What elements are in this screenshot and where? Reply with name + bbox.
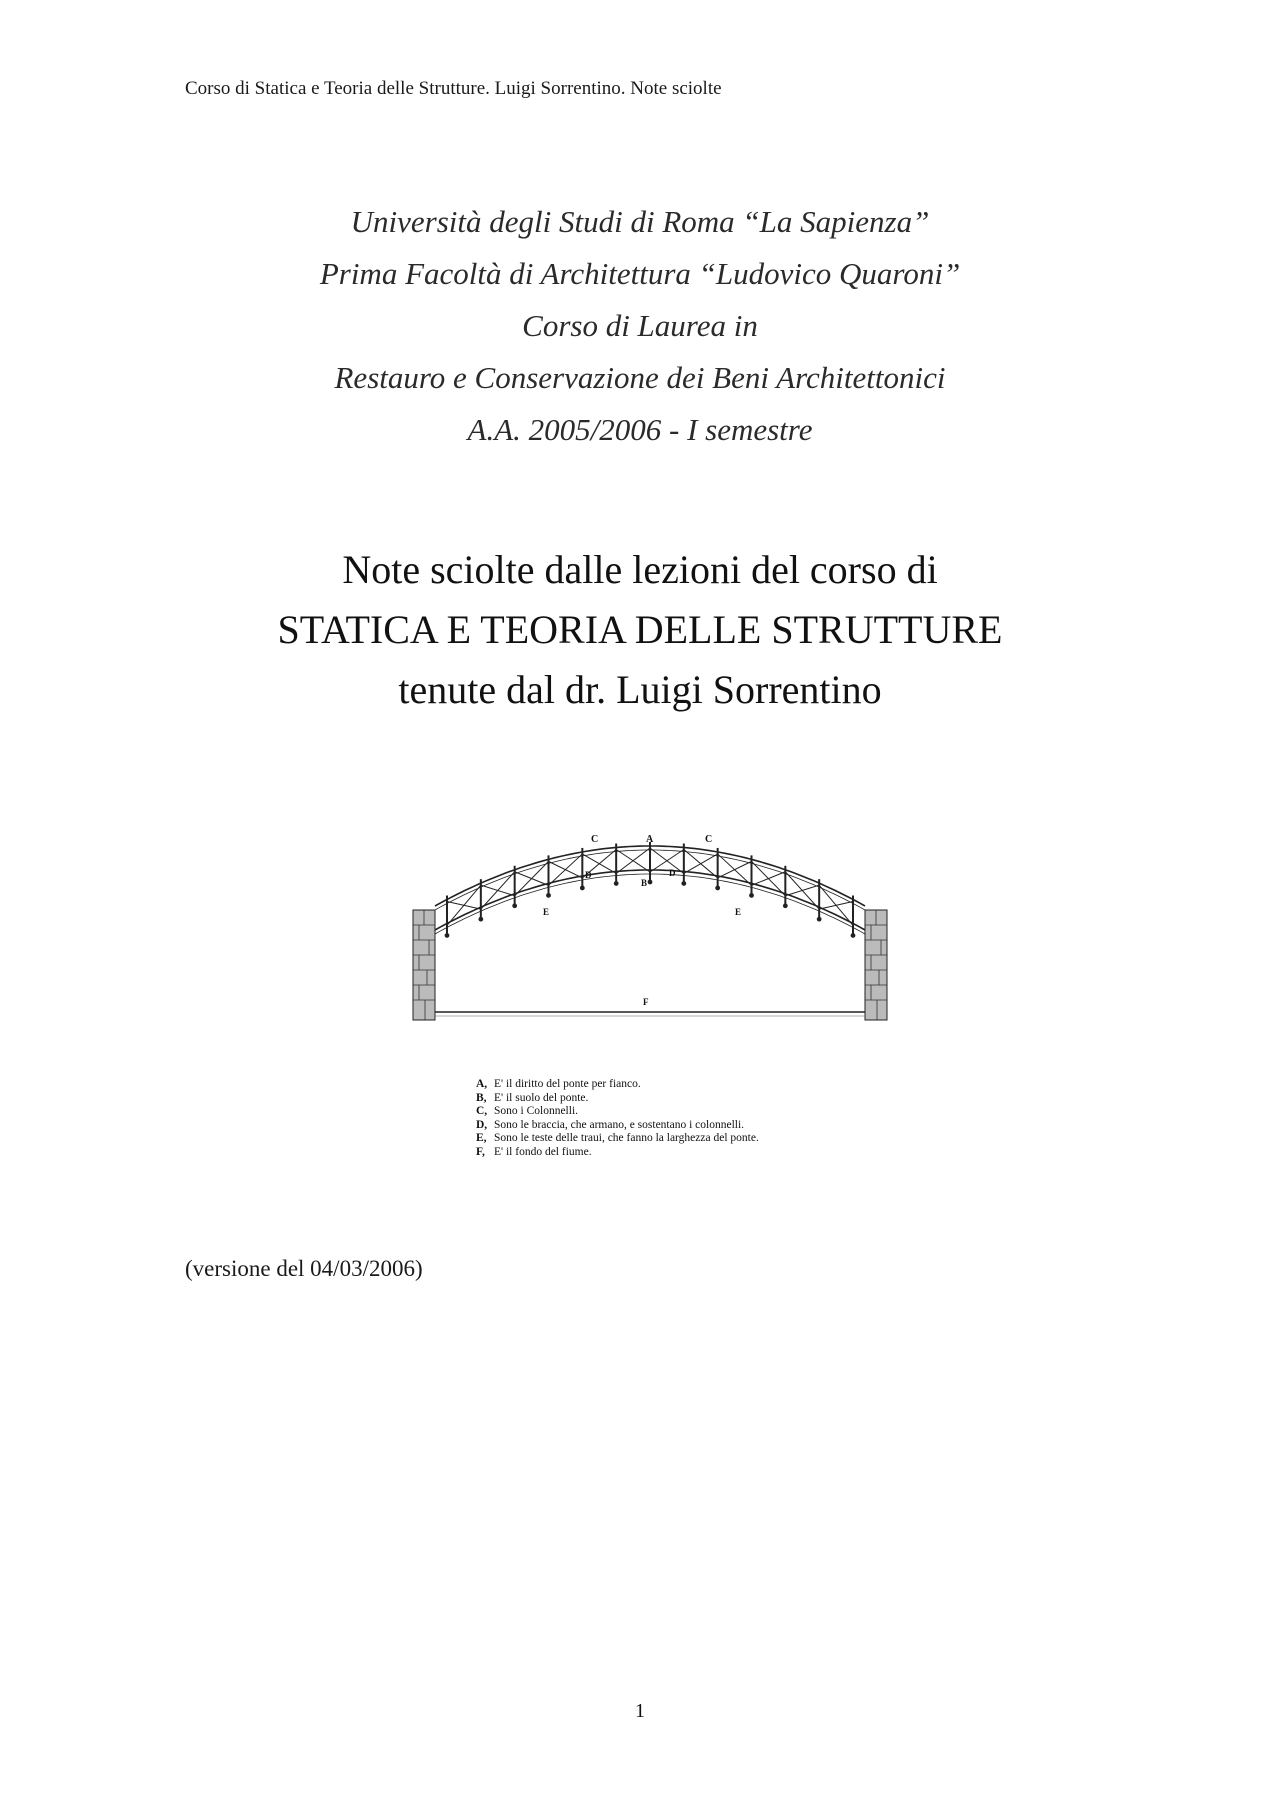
truss-brace <box>650 849 684 872</box>
running-header: Corso di Statica e Teoria delle Strutture. Luigi Sorrentino. Note sciolte <box>185 78 722 99</box>
program-line: Restauro e Conservazione dei Beni Architettonici <box>334 360 946 395</box>
label-d-left: D <box>585 870 592 880</box>
course-title: STATICA E TEORIA DELLE STRUTTURE <box>277 607 1003 652</box>
label-e-left: E <box>543 907 550 917</box>
post-pin <box>750 894 754 898</box>
faculty-line: Prima Facoltà di Architettura “Ludovico Quaroni” <box>319 256 961 291</box>
university-line: Università degli Studi di Roma “La Sapienza” <box>350 204 930 239</box>
label-f: F <box>643 997 649 1007</box>
legend-text: E' il fondo del fiume. <box>494 1145 592 1158</box>
truss-brace <box>785 885 819 896</box>
post-pin <box>445 934 449 938</box>
post-pin <box>716 886 720 890</box>
post-pin <box>851 934 855 938</box>
label-c-right: C <box>705 834 713 845</box>
truss-brace <box>819 901 853 909</box>
legend-text: Sono le teste delle traui, che fanno la larghezza del ponte. <box>494 1132 759 1144</box>
post-pin <box>784 904 788 908</box>
truss-brace <box>684 854 718 874</box>
version-note: (versione del 04/03/2006) <box>185 1256 423 1281</box>
legend-row <box>476 1146 759 1160</box>
label-e-right: E <box>735 907 742 917</box>
legend-row <box>476 1092 759 1106</box>
truss-brace <box>481 872 515 909</box>
legend-row <box>476 1132 759 1146</box>
truss-brace <box>752 872 786 886</box>
post-pin <box>648 880 652 884</box>
post-pin <box>614 882 618 886</box>
title-block <box>0 540 1280 720</box>
post-pin <box>817 917 821 921</box>
legend-text: E' il diritto del ponte per fianco. <box>494 1078 641 1090</box>
legend-key: C, <box>476 1105 488 1117</box>
legend-key: B, <box>476 1091 487 1104</box>
page-number: 1 <box>635 1700 645 1722</box>
label-b: B <box>641 878 648 888</box>
bridge-figure <box>405 830 895 1030</box>
academic-year-line: A.A. 2005/2006 - I semestre <box>467 412 813 447</box>
legend-row <box>476 1105 759 1119</box>
truss-brace <box>718 861 752 878</box>
figure-legend <box>476 1078 759 1159</box>
legend-key: F, <box>476 1145 485 1158</box>
bridge-illustration <box>405 830 895 1030</box>
right-abutment <box>865 910 887 1020</box>
left-abutment <box>413 910 435 1020</box>
post-pin <box>682 882 686 886</box>
legend-text: Sono i Colonnelli. <box>494 1105 579 1117</box>
degree-line: Corso di Laurea in <box>522 308 758 343</box>
legend-text: Sono le braccia, che armano, e sostentano i colonnelli. <box>494 1118 745 1131</box>
truss-brace <box>515 861 549 895</box>
legend-key: E, <box>476 1132 487 1144</box>
title-line-3: tenute dal dr. Luigi Sorrentino <box>398 667 882 712</box>
legend-row <box>476 1078 759 1092</box>
post-pin <box>581 886 585 890</box>
institution-block <box>0 196 1280 456</box>
legend-key: D, <box>476 1118 488 1131</box>
post-pin <box>479 917 483 921</box>
label-a: A <box>646 834 654 845</box>
label-d-right: D <box>669 868 676 878</box>
label-c-left: C <box>591 834 599 845</box>
post-pin <box>547 894 551 898</box>
legend-key: A, <box>476 1078 488 1090</box>
legend-text: E' il suolo del ponte. <box>494 1091 589 1104</box>
post-pin <box>513 904 517 908</box>
title-line-1: Note sciolte dalle lezioni del corso di <box>342 547 938 592</box>
legend-row <box>476 1119 759 1133</box>
